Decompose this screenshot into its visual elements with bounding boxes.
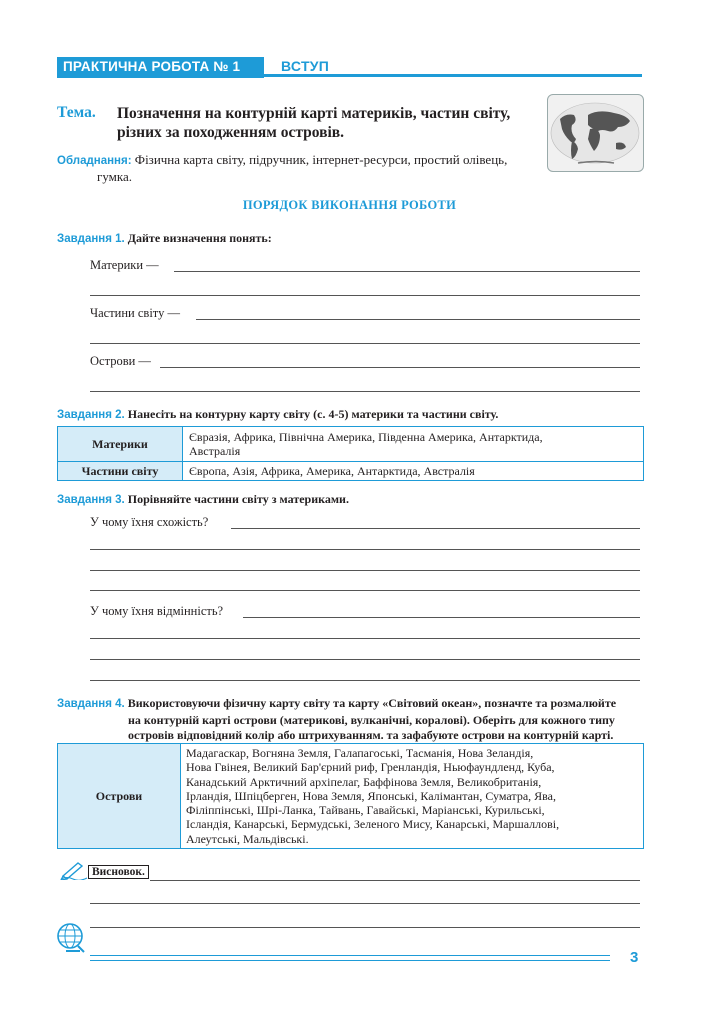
equipment-text-2: гумка. xyxy=(97,169,133,184)
task3-text: Порівняйте частини світу з материками. xyxy=(127,492,349,506)
row-value-line: Євразія, Африка, Північна Америка, Південна Америка, Антарктида, xyxy=(189,430,543,444)
task4-number: Завдання 4. xyxy=(57,698,125,710)
answer-line[interactable] xyxy=(90,391,640,392)
answer-line[interactable] xyxy=(90,659,640,660)
task4-line-2: на контурній карті острови (материкові, вулканічні, коралові). Оберіть для кожного типу xyxy=(128,712,615,727)
islands-line: Нова Гвінея, Великий Бар'єрний риф, Гренландія, Ньюфаундленд, Куба, xyxy=(186,760,555,775)
topic-label: Тема. xyxy=(57,104,96,121)
answer-line[interactable] xyxy=(90,295,640,296)
task4-heading xyxy=(57,696,647,744)
row-head-continents: Материки xyxy=(58,427,183,462)
row-value-line: Австралія xyxy=(189,444,241,458)
task1-text: Дайте визначення понять: xyxy=(127,231,272,245)
equipment-block xyxy=(57,152,537,185)
page-header xyxy=(57,57,642,78)
task2-table xyxy=(57,426,644,481)
header-title-box xyxy=(57,57,264,78)
topic-text xyxy=(117,104,527,142)
world-map-thumbnail xyxy=(547,94,644,172)
answer-line[interactable] xyxy=(160,367,640,368)
task3-heading xyxy=(57,492,349,507)
task2-number: Завдання 2. xyxy=(57,409,125,421)
islands-line: Канадський Арктичний архіпелаг, Баффінова Земля, Великобританія, xyxy=(186,774,542,789)
answer-line[interactable] xyxy=(231,528,640,529)
answer-line[interactable] xyxy=(90,590,640,591)
topic-line-1: Позначення на контурній карті материків, частин світу, xyxy=(117,105,511,122)
task4-line-3: островів відповідний колір або штрихуванням. та зафабуюте острови на контурній карті. xyxy=(128,728,614,742)
header-rule xyxy=(264,74,642,77)
page-number: 3 xyxy=(630,949,639,966)
answer-line[interactable] xyxy=(150,880,640,881)
row-value-continents xyxy=(183,427,644,462)
answer-line[interactable] xyxy=(90,570,640,571)
islands-list xyxy=(181,744,644,849)
islands-line: Ірландія, Шпіцберген, Нова Земля, Японські, Калімантан, Суматра, Ява, xyxy=(186,788,556,803)
order-heading: ПОРЯДОК ВИКОНАННЯ РОБОТИ xyxy=(242,198,457,212)
islands-line: Мадагаскар, Вогняна Земля, Галапагоські, Тасманія, Нова Зеландія, xyxy=(186,746,534,760)
answer-line[interactable] xyxy=(90,343,640,344)
islands-line: Філіппінські, Шрі-Ланка, Тайвань, Гавайські, Маріанські, Курильські, xyxy=(186,803,545,818)
conclusion-label: Висновок. xyxy=(88,865,149,879)
answer-line[interactable] xyxy=(90,549,640,550)
pen-icon xyxy=(60,860,88,885)
answer-line[interactable] xyxy=(174,271,640,272)
task4-table xyxy=(57,743,644,849)
islands-line: Алеутські, Мальдівські. xyxy=(186,831,309,846)
question-similarity: У чому їхня схожість? xyxy=(90,515,209,529)
task2-heading xyxy=(57,407,498,422)
answer-line[interactable] xyxy=(90,903,640,904)
equipment-text-1: Фізична карта світу, підручник, інтернет-ресурси, простий олівець, xyxy=(134,152,508,167)
term-parts-of-world: Частини світу — xyxy=(90,306,180,320)
islands-line: Ісландія, Канарські, Бермудські, Зеленого Мису, Канарські, Маршаллові, xyxy=(186,817,560,832)
answer-line[interactable] xyxy=(90,927,640,928)
answer-line[interactable] xyxy=(243,617,640,618)
table-row xyxy=(58,744,644,849)
answer-line[interactable] xyxy=(90,680,640,681)
equipment-label: Обладнання: xyxy=(57,155,132,167)
term-continents: Материки — xyxy=(90,258,159,272)
topic-line-2: різних за походженням островів. xyxy=(117,124,345,141)
islands-head: Острови xyxy=(58,744,181,849)
globe-icon xyxy=(54,921,88,960)
term-islands: Острови — xyxy=(90,354,151,368)
question-difference: У чому їхня відмінність? xyxy=(90,604,224,618)
table-row xyxy=(58,427,644,462)
task2-text: Нанесіть на контурну карту світу (с. 4-5) материки та частини світу. xyxy=(127,407,499,421)
row-head-parts: Частини світу xyxy=(58,462,183,481)
table-row xyxy=(58,462,644,481)
task1-heading xyxy=(57,231,272,246)
task3-number: Завдання 3. xyxy=(57,494,125,506)
answer-line[interactable] xyxy=(196,319,640,320)
row-value-parts: Європа, Азія, Африка, Америка, Антарктида, Австралія xyxy=(183,462,644,481)
answer-line[interactable] xyxy=(90,638,640,639)
section-title: ВСТУП xyxy=(281,58,330,74)
task1-number: Завдання 1. xyxy=(57,233,125,245)
footer-rule xyxy=(90,955,610,961)
work-title: ПРАКТИЧНА РОБОТА № 1 xyxy=(63,59,241,74)
task4-line-1: Використовуючи фізичну карту світу та карту «Світовий океан», позначте та розмалюйте xyxy=(127,696,617,710)
